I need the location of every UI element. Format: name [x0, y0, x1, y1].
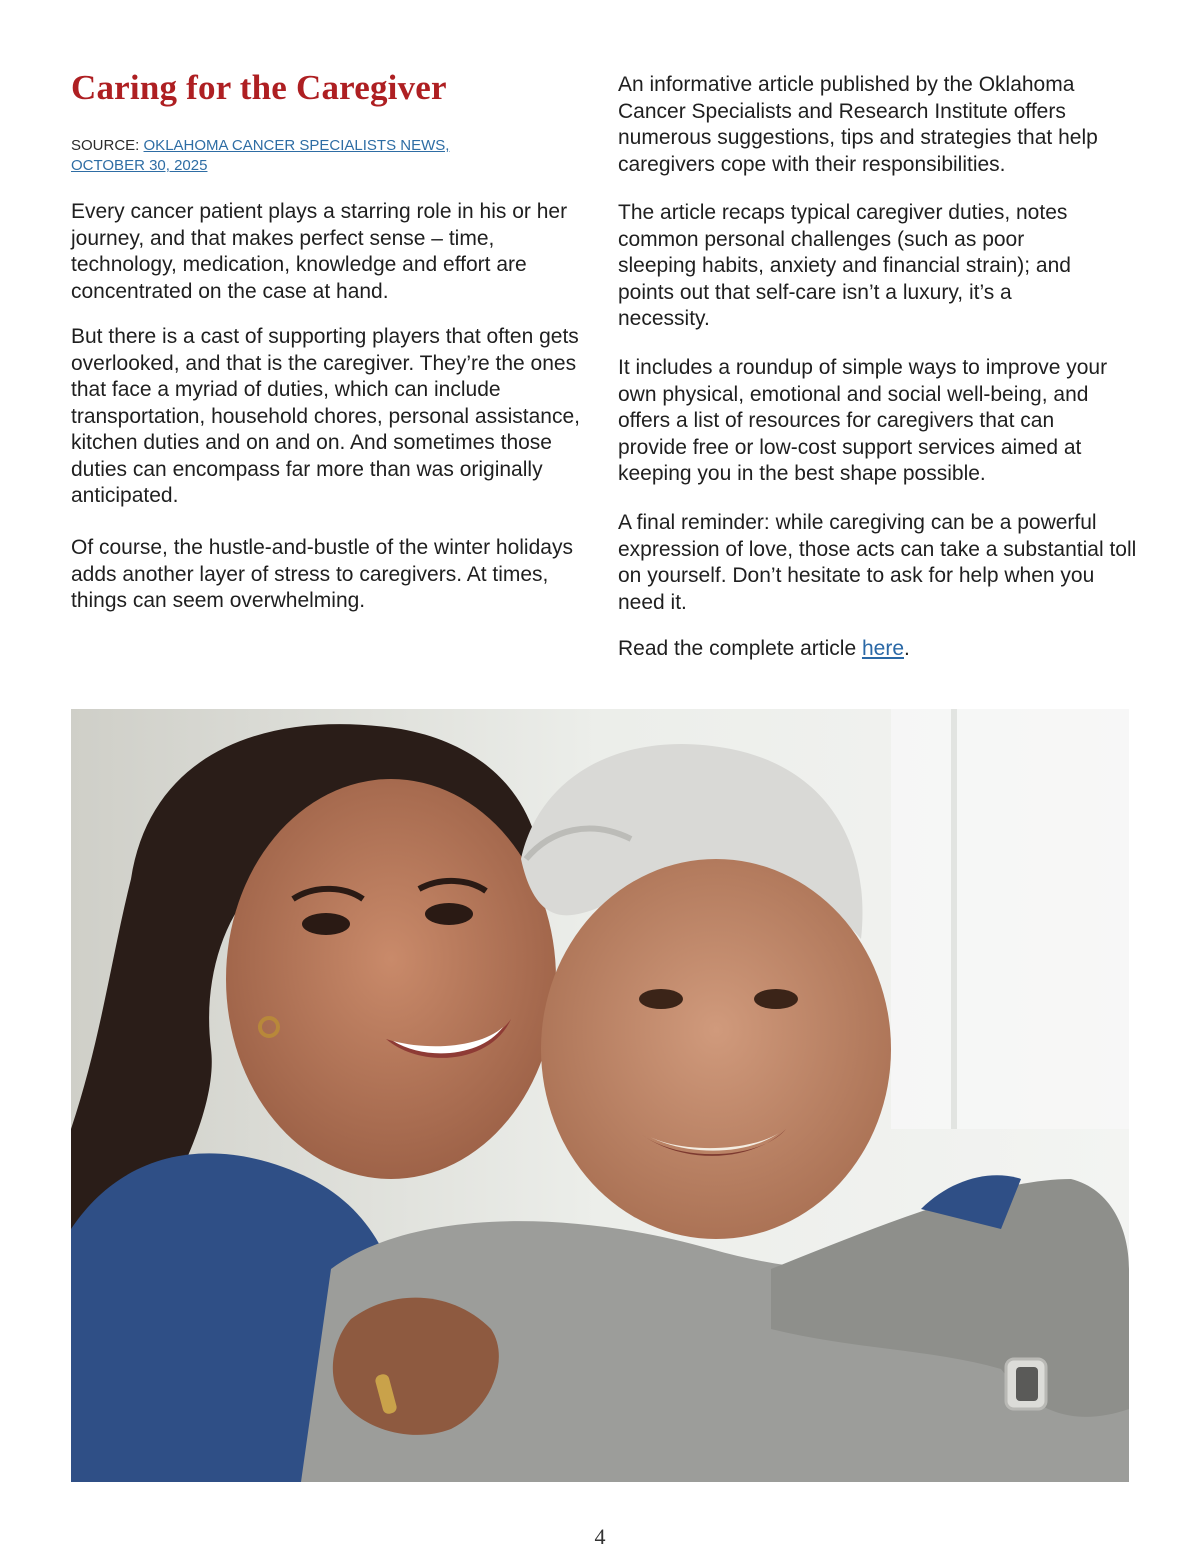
article-source: [71, 136, 571, 176]
read-more-suffix: .: [904, 637, 910, 660]
article-title: Caring for the Caregiver: [71, 68, 447, 107]
read-more-prefix: Read the complete article: [618, 637, 862, 660]
left-paragraph-2: But there is a cast of supporting players that often gets overlooked, and that is the caregiver. They’re the ones that face a myriad of duties, which can include transportation, household chores, personal assistance, kitchen duties and on and on. And sometimes those duties can encompass far more than was originally anticipated.: [71, 325, 580, 507]
left-paragraph-1: Every cancer patient plays a starring role in his or her journey, and that makes perfect sense – time, technology, medication, knowledge and effort are concentrated on the case at hand.: [71, 200, 568, 303]
read-more-link[interactable]: here: [861, 637, 904, 660]
right-paragraph-1: An informative article published by the Oklahoma Cancer Specialists and Research Institute offers numerous suggestions, tips and strategies that help caregivers cope with their responsibilities.: [618, 73, 1098, 176]
read-more-line: [618, 636, 1123, 663]
right-paragraph-2: The article recaps typical caregiver duties, notes common personal challenges (such as poor sleeping habits, anxiety and financial strain); and points out that self-care isn’t a luxury, it’s a necessity.: [618, 201, 1071, 330]
source-label: SOURCE:: [71, 137, 144, 154]
right-paragraph-4: A final reminder: while caregiving can be a powerful expression of love, those acts can take a substantial toll on yourself. Don’t hesitate to ask for help when you need it.: [618, 511, 1137, 614]
page-number: 4: [594, 1524, 606, 1549]
caregiver-hug-photo: [71, 709, 1129, 1482]
caregiver-hug-illustration: [71, 709, 1129, 1482]
left-paragraph-3: Of course, the hustle-and-bustle of the winter holidays adds another layer of stress to caregivers. At times, things can seem overwhelming.: [71, 536, 573, 612]
right-paragraph-3: It includes a roundup of simple ways to improve your own physical, emotional and social well-being, and offers a list of resources for caregivers that can provide free or low-cost support services aimed at keeping you in the best shape possible.: [618, 356, 1108, 485]
source-link-line1: OKLAHOMA CANCER SPECIALISTS NEWS,: [143, 137, 450, 154]
source-link-line2: OCTOBER 30, 2025: [71, 157, 208, 174]
